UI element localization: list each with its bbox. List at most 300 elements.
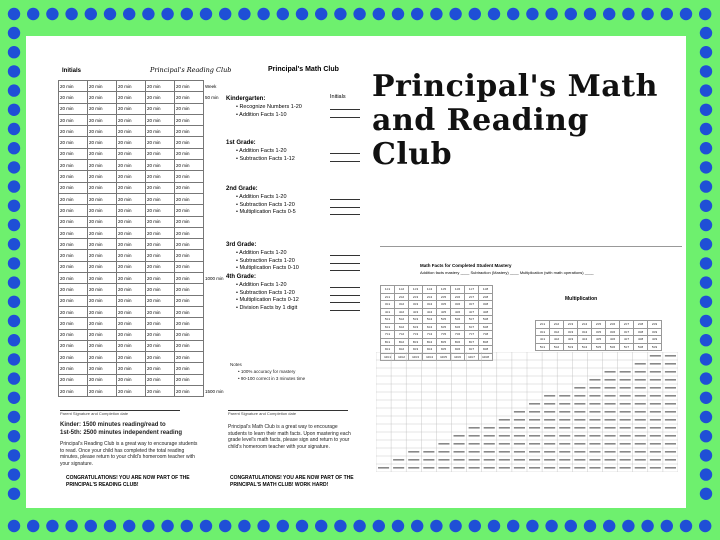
reading-log-mark [204, 340, 229, 351]
fact-cell: 7×3 [409, 331, 423, 339]
fact-cell: 2×8 [634, 321, 648, 329]
reading-log-cell: 20 min [88, 363, 117, 374]
fact-cell: 10×3 [409, 353, 423, 361]
reading-log-cell: 20 min [59, 126, 88, 137]
grid-fact [438, 443, 449, 445]
initials-line [330, 255, 360, 256]
reading-log-cell: 20 min [59, 137, 88, 148]
reading-club-header: Principal's Reading Club [150, 66, 232, 74]
reading-log-cell: 20 min [175, 205, 204, 216]
grid-fact [393, 467, 404, 469]
grid-fact [499, 459, 510, 461]
border-dot [449, 8, 461, 20]
border-dot [334, 520, 346, 532]
reading-log-cell: 20 min [117, 126, 146, 137]
border-dot [584, 520, 596, 532]
grid-fact [635, 363, 646, 365]
reading-log-cell: 20 min [146, 182, 175, 193]
border-dot [8, 27, 20, 39]
border-dot [8, 520, 20, 532]
border-dot [161, 8, 173, 20]
grid-fact [650, 467, 661, 469]
grade-skill: • Addition Facts 1-20 [236, 250, 287, 256]
reading-log-cell: 20 min [117, 374, 146, 385]
grid-fact [589, 451, 600, 453]
reading-log-cell: 20 min [146, 363, 175, 374]
grid-fact [665, 395, 676, 397]
fact-cell: 2×2 [395, 293, 409, 301]
reading-log-cell: 20 min [59, 261, 88, 272]
reading-log-cell: 20 min [175, 363, 204, 374]
border-dot [700, 123, 712, 135]
border-dot [123, 520, 135, 532]
reading-log-cell: 20 min [146, 148, 175, 159]
fact-cell: 5×7 [465, 316, 479, 324]
grid-fact [665, 411, 676, 413]
fact-cell: 5×1 [536, 343, 550, 351]
border-dot [430, 520, 442, 532]
reading-goal-kinder: Kinder: 1500 minutes reading/read to [60, 422, 166, 428]
reading-log-cell: 20 min [88, 160, 117, 171]
border-dot [315, 520, 327, 532]
grid-fact [665, 371, 676, 373]
grid-fact [454, 467, 465, 469]
fact-cell: 6×8 [479, 323, 493, 331]
border-dot [65, 8, 77, 20]
reading-log-cell: 20 min [117, 81, 146, 92]
grade-skill: • Addition Facts 1-20 [236, 148, 287, 154]
grid-fact [574, 427, 585, 429]
border-dot [277, 8, 289, 20]
fact-cell: 8×5 [437, 338, 451, 346]
grid-fact [469, 435, 480, 437]
grid-fact [499, 427, 510, 429]
grid-fact [559, 443, 570, 445]
reading-log-cell: 20 min [117, 193, 146, 204]
border-dot [507, 520, 519, 532]
grid-fact [620, 459, 631, 461]
border-dot [8, 200, 20, 212]
fact-cell: 6×5 [437, 323, 451, 331]
border-dot [700, 27, 712, 39]
grid-fact [514, 459, 525, 461]
border-dot [142, 520, 154, 532]
border-dot [8, 334, 20, 346]
reading-log-cell: 20 min [146, 340, 175, 351]
reading-log-cell: 20 min [88, 250, 117, 261]
fact-cell: 4×2 [550, 336, 564, 344]
reading-log-table [58, 80, 229, 397]
reading-log-cell: 20 min [175, 250, 204, 261]
reading-log-cell: 20 min [88, 171, 117, 182]
grid-fact [529, 451, 540, 453]
fact-cell: 3×9 [648, 328, 662, 336]
border-dot [8, 104, 20, 116]
grid-fact [529, 403, 540, 405]
grade-heading: 4th Grade: [226, 274, 257, 280]
title-line-1: Principal's Math [372, 69, 658, 104]
border-dot [8, 411, 20, 423]
fact-cell: 6×1 [381, 323, 395, 331]
fact-cell: 2×1 [536, 321, 550, 329]
reading-log-mark [204, 295, 229, 306]
title-line-2: and Reading Club [372, 103, 589, 172]
reading-log-cell: 20 min [146, 374, 175, 385]
grid-fact [514, 443, 525, 445]
fact-cell: 8×7 [465, 338, 479, 346]
reading-log-cell: 20 min [146, 239, 175, 250]
math-club-paragraph: Principal's Math Club is a great way to encourage students to learn their math facts. Upon mastering each grade level's math facts, please sign and return to your child's homeroom teacher with your signature. [228, 424, 351, 450]
grid-fact [620, 379, 631, 381]
grid-fact [574, 403, 585, 405]
grid-fact [378, 467, 389, 469]
reading-log-cell: 20 min [59, 284, 88, 295]
reading-log-row [59, 352, 229, 363]
reading-log-cell: 20 min [117, 273, 146, 284]
grid-fact [469, 427, 480, 429]
reading-log-row [59, 295, 229, 306]
reading-log-cell: 20 min [59, 227, 88, 238]
reading-log-cell: 20 min [146, 81, 175, 92]
border-dot [507, 8, 519, 20]
reading-log-row [59, 171, 229, 182]
multiplication-facts-grid [535, 320, 662, 351]
grid-fact [605, 379, 616, 381]
grid-fact [544, 411, 555, 413]
reading-log-cell: 20 min [59, 103, 88, 114]
fact-cell: 4×3 [409, 308, 423, 316]
border-dot [700, 142, 712, 154]
border-dot [8, 392, 20, 404]
reading-log-cell: 20 min [117, 148, 146, 159]
grid-fact [393, 459, 404, 461]
grid-fact [514, 435, 525, 437]
grid-fact [650, 451, 661, 453]
initials-line [330, 295, 360, 296]
fact-cell: 5×3 [409, 316, 423, 324]
grid-fact [605, 387, 616, 389]
reading-log-mark [204, 261, 229, 272]
grid-fact [589, 419, 600, 421]
grid-fact [544, 403, 555, 405]
grid-fact [514, 451, 525, 453]
initials-line [330, 310, 360, 311]
page-title [372, 70, 672, 172]
fact-row [536, 343, 662, 351]
reading-log-row [59, 160, 229, 171]
grid-fact [620, 467, 631, 469]
border-dot [353, 520, 365, 532]
reading-log-cell: 20 min [88, 81, 117, 92]
grid-fact [605, 395, 616, 397]
grid-fact [469, 443, 480, 445]
grid-fact [620, 451, 631, 453]
grid-fact [635, 411, 646, 413]
grid-fact [605, 419, 616, 421]
reading-log-cell: 20 min [146, 261, 175, 272]
reading-log-cell: 20 min [146, 216, 175, 227]
border-dot [641, 520, 653, 532]
border-dot [565, 520, 577, 532]
grade-skill: • Addition Facts 1-20 [236, 282, 287, 288]
grid-fact [559, 411, 570, 413]
border-dot [238, 8, 250, 20]
border-dot [392, 8, 404, 20]
fact-cell: 8×6 [451, 338, 465, 346]
large-facts-grid [376, 352, 678, 472]
border-dot [219, 8, 231, 20]
grid-fact [469, 467, 480, 469]
border-dot [104, 8, 116, 20]
reading-log-cell: 20 min [175, 318, 204, 329]
reading-log-mark: 1500 min [205, 388, 224, 394]
grid-fact [499, 451, 510, 453]
border-dot [603, 520, 615, 532]
fact-cell: 3×8 [634, 328, 648, 336]
grid-fact [529, 459, 540, 461]
fact-cell: 4×4 [423, 308, 437, 316]
grid-fact [484, 435, 495, 437]
reading-log-cell: 20 min [59, 340, 88, 351]
reading-log-mark [204, 329, 229, 340]
facts-title: Math Facts for Completed Student Mastery [420, 263, 512, 268]
reading-log-cell: 20 min [88, 114, 117, 125]
reading-log-row [59, 216, 229, 227]
fact-cell: 3×6 [451, 301, 465, 309]
reading-log-row [59, 261, 229, 272]
fact-cell: 2×4 [423, 293, 437, 301]
grid-fact [559, 419, 570, 421]
grid-fact [589, 387, 600, 389]
fact-cell: 6×6 [451, 323, 465, 331]
border-dot [8, 353, 20, 365]
fact-cell: 9×7 [465, 346, 479, 354]
fact-cell: 9×2 [395, 346, 409, 354]
grid-fact [650, 387, 661, 389]
border-dot [700, 468, 712, 480]
fact-row [536, 321, 662, 329]
grid-fact [620, 387, 631, 389]
fact-cell: 7×7 [465, 331, 479, 339]
reading-log-cell: 20 min [88, 205, 117, 216]
border-dot [700, 315, 712, 327]
grid-fact [544, 451, 555, 453]
math-note: • 90-100 correct in 3 minutes time [238, 376, 306, 381]
reading-log-cell: 20 min [175, 329, 204, 340]
border-dot [219, 520, 231, 532]
reading-log-row [59, 340, 229, 351]
fact-cell: 10×1 [381, 353, 395, 361]
grid-fact [605, 459, 616, 461]
border-dot [296, 8, 308, 20]
grid-fact [650, 379, 661, 381]
border-dot [488, 8, 500, 20]
border-dot [700, 353, 712, 365]
reading-log-row [59, 81, 229, 92]
reading-log-cell: 20 min [117, 352, 146, 363]
grid-fact [589, 459, 600, 461]
fact-cell: 2×4 [578, 321, 592, 329]
border-dot [8, 257, 20, 269]
reading-log-cell: 20 min [175, 352, 204, 363]
fact-row [381, 301, 493, 309]
facts-divider [380, 246, 682, 247]
reading-log-cell: 20 min [117, 103, 146, 114]
grid-fact [620, 395, 631, 397]
reading-log-cell: 20 min [146, 352, 175, 363]
grid-fact [635, 395, 646, 397]
border-dot [488, 520, 500, 532]
reading-log-cell: 20 min [117, 171, 146, 182]
border-dot [700, 180, 712, 192]
fact-cell: 5×8 [634, 343, 648, 351]
reading-log-cell: 20 min [88, 182, 117, 193]
grid-fact [605, 371, 616, 373]
grid-fact [650, 459, 661, 461]
grade-skill: • Addition Facts 1-20 [236, 194, 287, 200]
grid-fact [650, 355, 661, 357]
reading-log-cell: 20 min [117, 114, 146, 125]
fact-cell: 2×7 [620, 321, 634, 329]
fact-cell: 4×1 [536, 336, 550, 344]
grid-fact [650, 371, 661, 373]
fact-cell: 5×2 [395, 316, 409, 324]
reading-log-cell: 20 min [88, 284, 117, 295]
reading-log-row [59, 386, 229, 397]
fact-cell: 8×2 [395, 338, 409, 346]
border-dot [8, 65, 20, 77]
grid-fact [454, 459, 465, 461]
reading-log-cell: 20 min [146, 171, 175, 182]
reading-log-cell: 20 min [59, 160, 88, 171]
grid-fact [650, 395, 661, 397]
fact-cell: 7×5 [437, 331, 451, 339]
reading-log-cell: 20 min [59, 182, 88, 193]
reading-log-cell: 20 min [117, 239, 146, 250]
border-dot [181, 520, 193, 532]
border-dot [584, 8, 596, 20]
grid-fact [605, 467, 616, 469]
reading-log-cell: 20 min [175, 148, 204, 159]
fact-cell: 5×7 [620, 343, 634, 351]
grid-fact [665, 459, 676, 461]
grid-fact [529, 427, 540, 429]
border-dot [8, 219, 20, 231]
math-club-header: Principal's Math Club [268, 66, 339, 73]
reading-log-cell: 20 min [146, 318, 175, 329]
fact-cell: 4×9 [648, 336, 662, 344]
reading-log-cell: 20 min [175, 137, 204, 148]
border-dot [123, 8, 135, 20]
reading-log-cell: 20 min [59, 193, 88, 204]
reading-log-cell: 20 min [88, 306, 117, 317]
grid-fact [454, 435, 465, 437]
reading-log-cell: 20 min [59, 148, 88, 159]
fact-cell: 3×2 [395, 301, 409, 309]
fact-cell: 3×7 [465, 301, 479, 309]
grade-skill: • Multiplication Facts 0-10 [236, 265, 299, 271]
grid-fact [544, 427, 555, 429]
reading-log-cell: 20 min [59, 239, 88, 250]
fact-row [536, 336, 662, 344]
border-dot [27, 8, 39, 20]
border-dot [680, 8, 692, 20]
grid-fact [574, 387, 585, 389]
fact-cell: 7×2 [395, 331, 409, 339]
grid-fact [620, 443, 631, 445]
grid-fact [499, 435, 510, 437]
border-dot [8, 161, 20, 173]
grid-fact [665, 379, 676, 381]
grade-heading: 2nd Grade: [226, 186, 258, 192]
grade-skill: • Subtraction Facts 1-20 [236, 257, 295, 264]
fact-cell: 2×1 [381, 293, 395, 301]
border-dot [353, 8, 365, 20]
fact-cell: 10×7 [465, 353, 479, 361]
grade-heading: 3rd Grade: [226, 242, 257, 248]
border-dot [700, 296, 712, 308]
grid-fact [620, 371, 631, 373]
math-note: Notes [230, 362, 242, 367]
border-dot [449, 520, 461, 532]
grid-fact [589, 427, 600, 429]
grid-fact [589, 435, 600, 437]
grid-fact [469, 459, 480, 461]
border-dot [700, 238, 712, 250]
reading-log-mark [204, 103, 229, 114]
border-dot [469, 8, 481, 20]
border-dot [27, 520, 39, 532]
grid-fact [438, 451, 449, 453]
border-dot [8, 123, 20, 135]
addition-facts-grid [380, 285, 493, 361]
fact-cell: 2×6 [606, 321, 620, 329]
fact-cell: 3×1 [381, 301, 395, 309]
reading-log-row [59, 193, 229, 204]
reading-log-row [59, 329, 229, 340]
grade-skill: • Subtraction Facts 1-20 [236, 289, 295, 296]
fact-row [536, 328, 662, 336]
grid-fact [559, 395, 570, 397]
fact-row [381, 331, 493, 339]
grade-skill: • Addition Facts 1-10 [236, 111, 287, 118]
reading-log-cell: 20 min [59, 250, 88, 261]
reading-log-cell: 20 min [175, 126, 204, 137]
grid-fact [514, 467, 525, 469]
border-dot [8, 315, 20, 327]
reading-log-cell: 20 min [117, 216, 146, 227]
reading-log-cell: 20 min [175, 295, 204, 306]
grade-skill: • Subtraction Facts 1-12 [236, 155, 295, 162]
reading-log-cell: 20 min [59, 329, 88, 340]
grid-fact [484, 443, 495, 445]
fact-cell: 6×7 [465, 323, 479, 331]
fact-cell: 4×8 [634, 336, 648, 344]
fact-cell: 7×1 [381, 331, 395, 339]
reading-log-mark: 1000 min [205, 275, 224, 281]
fact-cell: 5×8 [479, 316, 493, 324]
reading-log-cell: 20 min [88, 126, 117, 137]
reading-log-cell: 20 min [59, 81, 88, 92]
reading-log-row [59, 227, 229, 238]
grid-fact [589, 379, 600, 381]
border-dot [85, 8, 97, 20]
grid-fact [544, 459, 555, 461]
reading-log-mark [204, 352, 229, 363]
border-dot [181, 8, 193, 20]
grid-fact [620, 427, 631, 429]
fact-cell: 5×3 [564, 343, 578, 351]
